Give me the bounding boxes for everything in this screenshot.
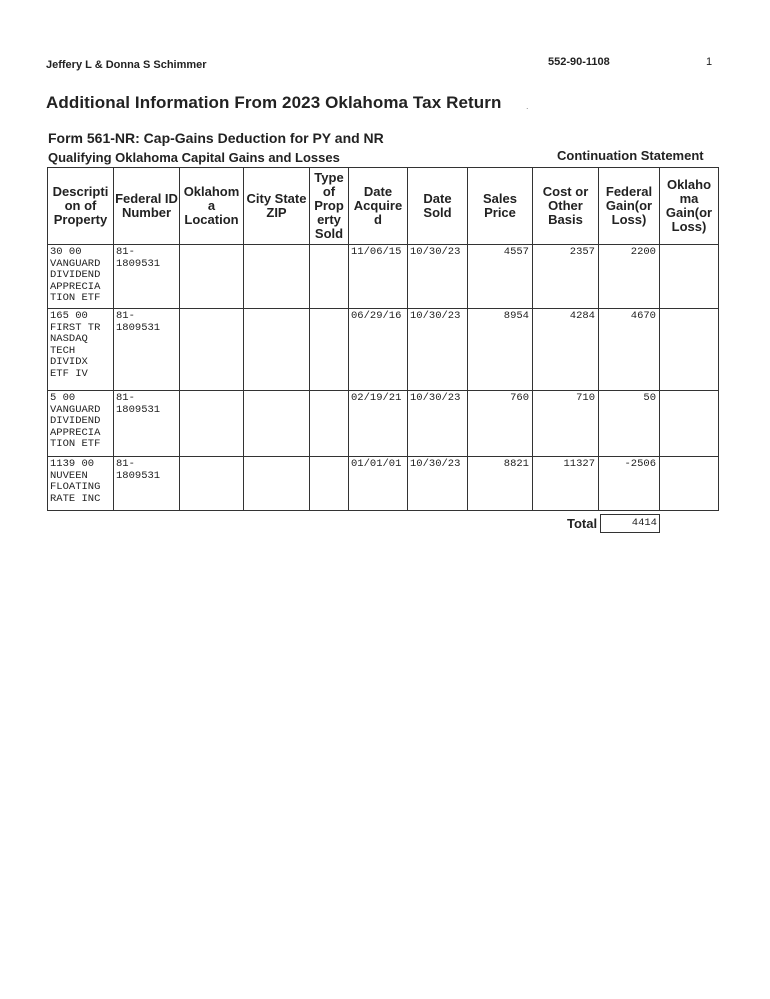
col-cost-basis: Cost or Other Basis bbox=[533, 168, 599, 245]
cell-date-acquired: 11/06/15 bbox=[349, 245, 408, 309]
cell-date-acquired: 02/19/21 bbox=[349, 391, 408, 457]
col-ok-gain: Oklaho ma Gain(or Loss) bbox=[660, 168, 719, 245]
cell-date-sold: 10/30/23 bbox=[408, 245, 468, 309]
cell-sales-price: 8821 bbox=[468, 457, 533, 511]
table-row bbox=[48, 457, 719, 511]
col-description: Descripti on of Property bbox=[48, 168, 114, 245]
cell-sales-price: 760 bbox=[468, 391, 533, 457]
cell-city-state-zip bbox=[244, 245, 310, 309]
col-date-sold: Date Sold bbox=[408, 168, 468, 245]
cell-federal-id: 81-1809531 bbox=[114, 457, 180, 511]
cell-federal-id: 81-1809531 bbox=[114, 245, 180, 309]
cell-ok-location bbox=[180, 245, 244, 309]
cell-ok-location bbox=[180, 391, 244, 457]
cell-city-state-zip bbox=[244, 457, 310, 511]
cell-federal-gain: 2200 bbox=[599, 245, 660, 309]
cell-city-state-zip bbox=[244, 391, 310, 457]
col-federal-id: Federal ID Number bbox=[114, 168, 180, 245]
form-title: Form 561-NR: Cap-Gains Deduction for PY and NR bbox=[48, 130, 384, 146]
cell-type bbox=[310, 391, 349, 457]
cell-ok-gain bbox=[660, 457, 719, 511]
table-subtitle: Qualifying Oklahoma Capital Gains and Losses bbox=[48, 150, 340, 165]
col-date-acquired: Date Acquire d bbox=[349, 168, 408, 245]
cell-date-acquired: 01/01/01 bbox=[349, 457, 408, 511]
cell-sales-price: 4557 bbox=[468, 245, 533, 309]
cell-federal-gain: -2506 bbox=[599, 457, 660, 511]
cell-ok-gain bbox=[660, 391, 719, 457]
cell-ok-location bbox=[180, 457, 244, 511]
cell-date-sold: 10/30/23 bbox=[408, 391, 468, 457]
cell-cost-basis: 2357 bbox=[533, 245, 599, 309]
cell-federal-gain: 4670 bbox=[599, 309, 660, 391]
cell-date-sold: 10/30/23 bbox=[408, 457, 468, 511]
page-number: 1 bbox=[706, 56, 713, 68]
table-row bbox=[48, 391, 719, 457]
cell-city-state-zip bbox=[244, 309, 310, 391]
page-title: Additional Information From 2023 Oklahoma Tax Return bbox=[46, 93, 502, 112]
cell-type bbox=[310, 457, 349, 511]
capital-gains-table bbox=[47, 167, 719, 511]
cell-sales-price: 8954 bbox=[468, 309, 533, 391]
cell-description: 165 00 FIRST TR NASDAQ TECH DIVIDX ETF IV bbox=[48, 309, 114, 391]
taxpayer-name: Jeffery L & Donna S Schimmer bbox=[46, 59, 207, 71]
cell-federal-id: 81-1809531 bbox=[114, 391, 180, 457]
col-federal-gain: Federal Gain(or Loss) bbox=[599, 168, 660, 245]
cell-date-acquired: 06/29/16 bbox=[349, 309, 408, 391]
cell-type bbox=[310, 309, 349, 391]
continuation-label: Continuation Statement bbox=[557, 148, 704, 163]
cell-ok-gain bbox=[660, 309, 719, 391]
total-label: Total bbox=[567, 516, 598, 531]
cell-federal-gain: 50 bbox=[599, 391, 660, 457]
col-city-state-zip: City State ZIP bbox=[244, 168, 310, 245]
cell-cost-basis: 4284 bbox=[533, 309, 599, 391]
cell-federal-id: 81-1809531 bbox=[114, 309, 180, 391]
cell-ok-gain bbox=[660, 245, 719, 309]
cell-date-sold: 10/30/23 bbox=[408, 309, 468, 391]
scan-speck: . bbox=[526, 101, 529, 111]
cell-cost-basis: 11327 bbox=[533, 457, 599, 511]
col-sales-price: Sales Price bbox=[468, 168, 533, 245]
cell-type bbox=[310, 245, 349, 309]
total-value: 4414 bbox=[600, 514, 660, 533]
table-header-row bbox=[48, 168, 719, 245]
cell-cost-basis: 710 bbox=[533, 391, 599, 457]
cell-description: 1139 00 NUVEEN FLOATING RATE INC bbox=[48, 457, 114, 511]
table-row bbox=[48, 245, 719, 309]
cell-description: 30 00 VANGUARD DIVIDEND APPRECIA TION ETF bbox=[48, 245, 114, 309]
col-type: Type of Prop erty Sold bbox=[310, 168, 349, 245]
col-ok-location: Oklahom a Location bbox=[180, 168, 244, 245]
ssn: 552-90-1108 bbox=[548, 56, 610, 68]
cell-description: 5 00 VANGUARD DIVIDEND APPRECIA TION ETF bbox=[48, 391, 114, 457]
table-row bbox=[48, 309, 719, 391]
cell-ok-location bbox=[180, 309, 244, 391]
